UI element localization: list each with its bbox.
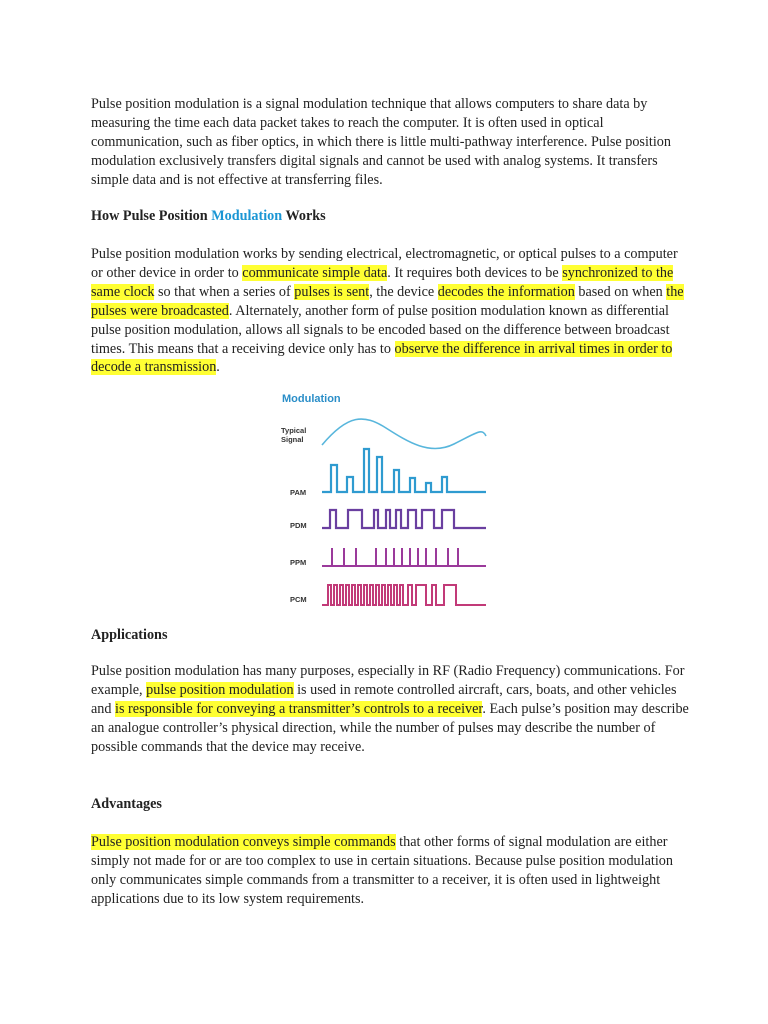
highlight-pulse-position-modulation: pulse position modulation	[146, 681, 294, 698]
highlight-decodes-information: decodes the information	[437, 283, 575, 300]
highlight-pulses-sent: pulses is sent	[294, 283, 370, 300]
text-segment: . Each pulse’s position may describe an analogue controller’s physical direction, while the number of pulses may describe the number of possible commands that the device may receive.	[91, 700, 689, 755]
text-segment: . It requires both devices to be	[387, 264, 563, 281]
text-segment: based on when	[574, 283, 667, 300]
applications-heading: Applications	[91, 627, 168, 643]
figure-title: Modulation	[282, 393, 341, 405]
text-segment: Pulse position modulation has many purposes, especially in RF (Radio Frequency) communications. For example,	[91, 663, 685, 698]
highlight-communicate-simple-data: communicate simple data	[242, 264, 388, 281]
highlight-conveying-controls: is responsible for conveying a transmitter’s controls to a receiver	[115, 700, 483, 717]
heading-text-before: How Pulse Position	[91, 208, 212, 224]
pcm-label: PCM	[290, 595, 307, 604]
highlight-conveys-simple-commands: Pulse position modulation conveys simple commands	[91, 834, 396, 850]
typical-label-line2: Signal	[281, 435, 304, 444]
highlight-pulses-broadcasted: the pulses were broadcasted	[91, 283, 684, 319]
how-it-works-heading	[91, 207, 691, 226]
pam-label: PAM	[290, 488, 307, 497]
text-segment: that other forms of signal modulation are either simply not made for or are too complex to use in certain situations. Because pulse position modulation only communicates simple commands from a transmitter to a receiver, it is often used in lightweight applications due to its low system requirements.	[91, 834, 673, 907]
text-segment: so that when a series of	[154, 283, 295, 300]
advantages-paragraph	[91, 833, 691, 909]
text-segment: Pulse position modulation works by sending electrical, electromagnetic, or optical pulses to a computer or other device in order to	[91, 246, 678, 281]
pcm-waveform	[322, 585, 486, 605]
ppm-waveform	[322, 548, 486, 566]
typical-label-line1: Typical	[281, 426, 307, 435]
applications-paragraph	[91, 662, 691, 757]
text-segment: is used in remote controlled aircraft, cars, boats, and other vehicles and	[91, 681, 677, 717]
intro-paragraph	[91, 95, 691, 190]
highlight-synchronized: synchronized to the same clock	[91, 264, 674, 300]
how-it-works-paragraph	[91, 245, 691, 377]
heading-text-after: Works	[282, 208, 326, 224]
modulation-figure	[276, 388, 492, 612]
pam-waveform	[322, 449, 486, 492]
ppm-label: PPM	[290, 558, 307, 567]
text-segment: .	[216, 359, 220, 376]
highlight-observe-difference: observe the difference in arrival times in order to decode a transmission	[91, 340, 673, 376]
pdm-waveform	[322, 510, 486, 528]
text-segment: , the device	[369, 283, 438, 300]
intro-text: Pulse position modulation is a signal modulation technique that allows computers to share data by measuring the time each data packet takes to reach the computer. It is often used in optical communication, such as fiber optics, in which there is little multi-pathway interference. Pulse position modulation exclusively transfers digital signals and cannot be used with analog systems. It transfers simple data and is not effective at transferring files.	[91, 96, 671, 188]
text-segment: . Alternately, another form of pulse position modulation known as differential pulse position modulation, allows all signals to be encoded based on the difference between broadcast times. This means that a receiving device only has to	[91, 302, 670, 357]
modulation-keyword-link[interactable]: Modulation	[211, 208, 283, 224]
advantages-heading: Advantages	[91, 796, 162, 812]
modulation-diagram	[276, 388, 492, 612]
typical-signal-wave	[322, 419, 486, 449]
pdm-label: PDM	[290, 521, 307, 530]
